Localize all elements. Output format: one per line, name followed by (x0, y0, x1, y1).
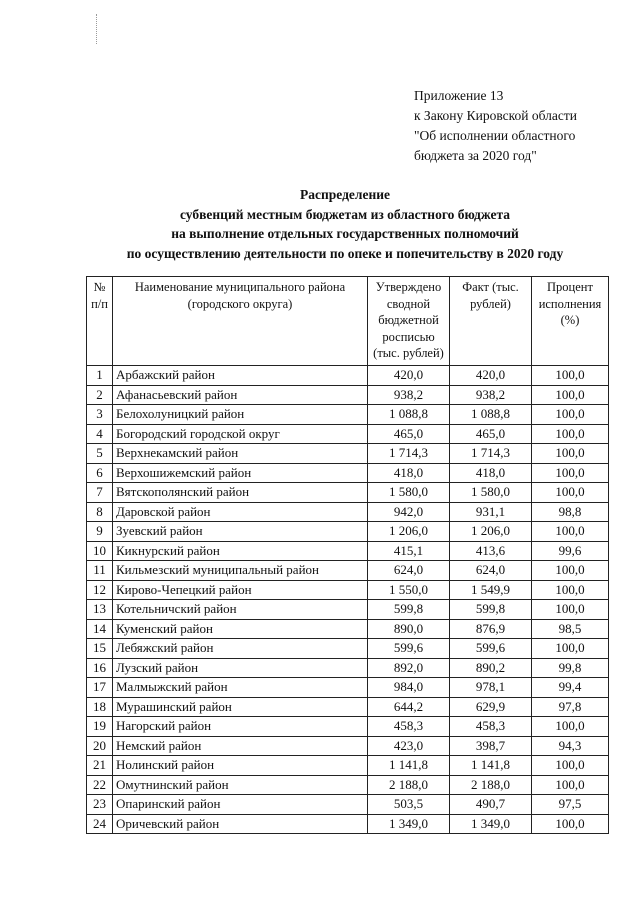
cell-num: 21 (87, 756, 113, 776)
table-row (87, 561, 609, 581)
table-row (87, 424, 609, 444)
cell-approved: 984,0 (368, 678, 450, 698)
cell-approved: 892,0 (368, 658, 450, 678)
cell-num: 11 (87, 561, 113, 581)
appendix-line: бюджета за 2020 год" (414, 148, 537, 163)
table-body (87, 366, 609, 834)
cell-approved: 1 349,0 (368, 814, 450, 834)
cell-approved: 503,5 (368, 795, 450, 815)
cell-num: 1 (87, 366, 113, 386)
cell-percent: 97,8 (532, 697, 609, 717)
table-row (87, 697, 609, 717)
cell-num: 14 (87, 619, 113, 639)
cell-num: 16 (87, 658, 113, 678)
cell-fact: 1 088,8 (450, 405, 532, 425)
cell-approved: 938,2 (368, 385, 450, 405)
cell-district-name: Опаринский район (113, 795, 368, 815)
cell-approved: 458,3 (368, 717, 450, 737)
cell-approved: 1 714,3 (368, 444, 450, 464)
cell-district-name: Белохолуницкий район (113, 405, 368, 425)
table-row (87, 483, 609, 503)
cell-percent: 100,0 (532, 366, 609, 386)
cell-district-name: Верхнекамский район (113, 444, 368, 464)
cell-district-name: Богородский городской округ (113, 424, 368, 444)
header-name: Наименование муниципального района (городского округа) (113, 277, 368, 366)
cell-approved: 1 206,0 (368, 522, 450, 542)
title-line: на выполнение отдельных государственных полномочий (171, 226, 519, 241)
title-line: Распределение (299, 187, 391, 202)
cell-district-name: Котельничский район (113, 600, 368, 620)
cell-district-name: Арбажский район (113, 366, 368, 386)
cell-num: 20 (87, 736, 113, 756)
cell-district-name: Нагорский район (113, 717, 368, 737)
cell-percent: 100,0 (532, 483, 609, 503)
cell-approved: 624,0 (368, 561, 450, 581)
cell-percent: 100,0 (532, 580, 609, 600)
cell-district-name: Верхошижемский район (113, 463, 368, 483)
table-row (87, 717, 609, 737)
cell-approved: 942,0 (368, 502, 450, 522)
cell-fact: 465,0 (450, 424, 532, 444)
table-row (87, 639, 609, 659)
cell-num: 3 (87, 405, 113, 425)
cell-approved: 890,0 (368, 619, 450, 639)
cell-fact: 420,0 (450, 366, 532, 386)
table-row (87, 405, 609, 425)
appendix-note (414, 86, 634, 166)
cell-district-name: Кирово-Чепецкий район (113, 580, 368, 600)
cell-approved: 420,0 (368, 366, 450, 386)
cell-district-name: Лебяжский район (113, 639, 368, 659)
document-title (0, 185, 640, 263)
header-approved: Утверждено сводной бюджетной росписью (тыс. рублей) (368, 277, 450, 366)
cell-district-name: Даровской район (113, 502, 368, 522)
cell-fact: 978,1 (450, 678, 532, 698)
cell-district-name: Мурашинский район (113, 697, 368, 717)
cell-percent: 100,0 (532, 405, 609, 425)
cell-district-name: Кикнурский район (113, 541, 368, 561)
cell-approved: 415,1 (368, 541, 450, 561)
table-row (87, 736, 609, 756)
cell-percent: 97,5 (532, 795, 609, 815)
cell-num: 22 (87, 775, 113, 795)
cell-fact: 413,6 (450, 541, 532, 561)
cell-percent: 99,8 (532, 658, 609, 678)
cell-approved: 2 188,0 (368, 775, 450, 795)
cell-percent: 100,0 (532, 385, 609, 405)
cell-fact: 458,3 (450, 717, 532, 737)
table-row (87, 814, 609, 834)
cell-fact: 931,1 (450, 502, 532, 522)
table-row (87, 580, 609, 600)
cell-district-name: Малмыжский район (113, 678, 368, 698)
cell-percent: 99,6 (532, 541, 609, 561)
cell-approved: 599,8 (368, 600, 450, 620)
cell-fact: 629,9 (450, 697, 532, 717)
cell-fact: 599,6 (450, 639, 532, 659)
cell-fact: 938,2 (450, 385, 532, 405)
table-row (87, 366, 609, 386)
table-row (87, 541, 609, 561)
cell-num: 2 (87, 385, 113, 405)
cell-fact: 1 141,8 (450, 756, 532, 776)
cell-percent: 94,3 (532, 736, 609, 756)
title-line: субвенций местным бюджетам из областного бюджета (179, 206, 511, 222)
cell-approved: 423,0 (368, 736, 450, 756)
cell-num: 5 (87, 444, 113, 464)
cell-percent: 100,0 (532, 775, 609, 795)
cell-district-name: Омутнинский район (113, 775, 368, 795)
cell-district-name: Кильмезский муниципальный район (113, 561, 368, 581)
cell-num: 9 (87, 522, 113, 542)
cell-approved: 644,2 (368, 697, 450, 717)
table-row (87, 600, 609, 620)
appendix-line: к Закону Кировской области (414, 108, 578, 123)
cell-fact: 1 206,0 (450, 522, 532, 542)
cell-percent: 100,0 (532, 600, 609, 620)
cell-fact: 624,0 (450, 561, 532, 581)
cell-percent: 100,0 (532, 522, 609, 542)
cell-num: 13 (87, 600, 113, 620)
table-row (87, 463, 609, 483)
cell-num: 18 (87, 697, 113, 717)
subvention-table (86, 276, 609, 834)
cell-approved: 1 550,0 (368, 580, 450, 600)
cell-fact: 1 349,0 (450, 814, 532, 834)
cell-fact: 890,2 (450, 658, 532, 678)
cell-num: 4 (87, 424, 113, 444)
cell-fact: 398,7 (450, 736, 532, 756)
cell-percent: 100,0 (532, 814, 609, 834)
cell-fact: 599,8 (450, 600, 532, 620)
cell-fact: 1 549,9 (450, 580, 532, 600)
cell-approved: 465,0 (368, 424, 450, 444)
cell-percent: 100,0 (532, 561, 609, 581)
appendix-line: "Об исполнении областного (414, 128, 576, 143)
cell-num: 8 (87, 502, 113, 522)
cell-district-name: Нолинский район (113, 756, 368, 776)
cell-district-name: Оричевский район (113, 814, 368, 834)
cell-fact: 490,7 (450, 795, 532, 815)
table-row (87, 658, 609, 678)
header-fact: Факт (тыс. рублей) (450, 277, 532, 366)
cell-fact: 1 580,0 (450, 483, 532, 503)
cell-approved: 1 141,8 (368, 756, 450, 776)
cell-approved: 418,0 (368, 463, 450, 483)
cell-num: 17 (87, 678, 113, 698)
cell-percent: 100,0 (532, 463, 609, 483)
cell-district-name: Лузский район (113, 658, 368, 678)
cell-num: 23 (87, 795, 113, 815)
header-num: № п/п (87, 277, 113, 366)
table-row (87, 795, 609, 815)
cell-district-name: Немский район (113, 736, 368, 756)
cell-percent: 99,4 (532, 678, 609, 698)
table-row (87, 385, 609, 405)
cell-district-name: Вятскополянский район (113, 483, 368, 503)
appendix-line: Приложение 13 (414, 88, 504, 103)
table-row (87, 502, 609, 522)
cell-num: 19 (87, 717, 113, 737)
cell-district-name: Зуевский район (113, 522, 368, 542)
cell-percent: 100,0 (532, 424, 609, 444)
cell-percent: 98,5 (532, 619, 609, 639)
cell-approved: 599,6 (368, 639, 450, 659)
cell-num: 15 (87, 639, 113, 659)
table-row (87, 522, 609, 542)
cell-num: 24 (87, 814, 113, 834)
table-header-row (87, 277, 609, 366)
cell-fact: 418,0 (450, 463, 532, 483)
cell-percent: 100,0 (532, 756, 609, 776)
table-row (87, 756, 609, 776)
scan-mark (96, 14, 103, 44)
cell-num: 6 (87, 463, 113, 483)
table-row (87, 678, 609, 698)
cell-num: 12 (87, 580, 113, 600)
cell-approved: 1 088,8 (368, 405, 450, 425)
cell-num: 7 (87, 483, 113, 503)
cell-district-name: Куменский район (113, 619, 368, 639)
table-row (87, 775, 609, 795)
cell-fact: 876,9 (450, 619, 532, 639)
header-percent: Процент исполнения (%) (532, 277, 609, 366)
cell-fact: 2 188,0 (450, 775, 532, 795)
cell-percent: 98,8 (532, 502, 609, 522)
cell-percent: 100,0 (532, 717, 609, 737)
cell-fact: 1 714,3 (450, 444, 532, 464)
title-line: по осуществлению деятельности по опеке и попечительству в 2020 году (126, 245, 564, 261)
cell-approved: 1 580,0 (368, 483, 450, 503)
cell-percent: 100,0 (532, 444, 609, 464)
table-row (87, 444, 609, 464)
cell-district-name: Афанасьевский район (113, 385, 368, 405)
cell-percent: 100,0 (532, 639, 609, 659)
cell-num: 10 (87, 541, 113, 561)
table-row (87, 619, 609, 639)
